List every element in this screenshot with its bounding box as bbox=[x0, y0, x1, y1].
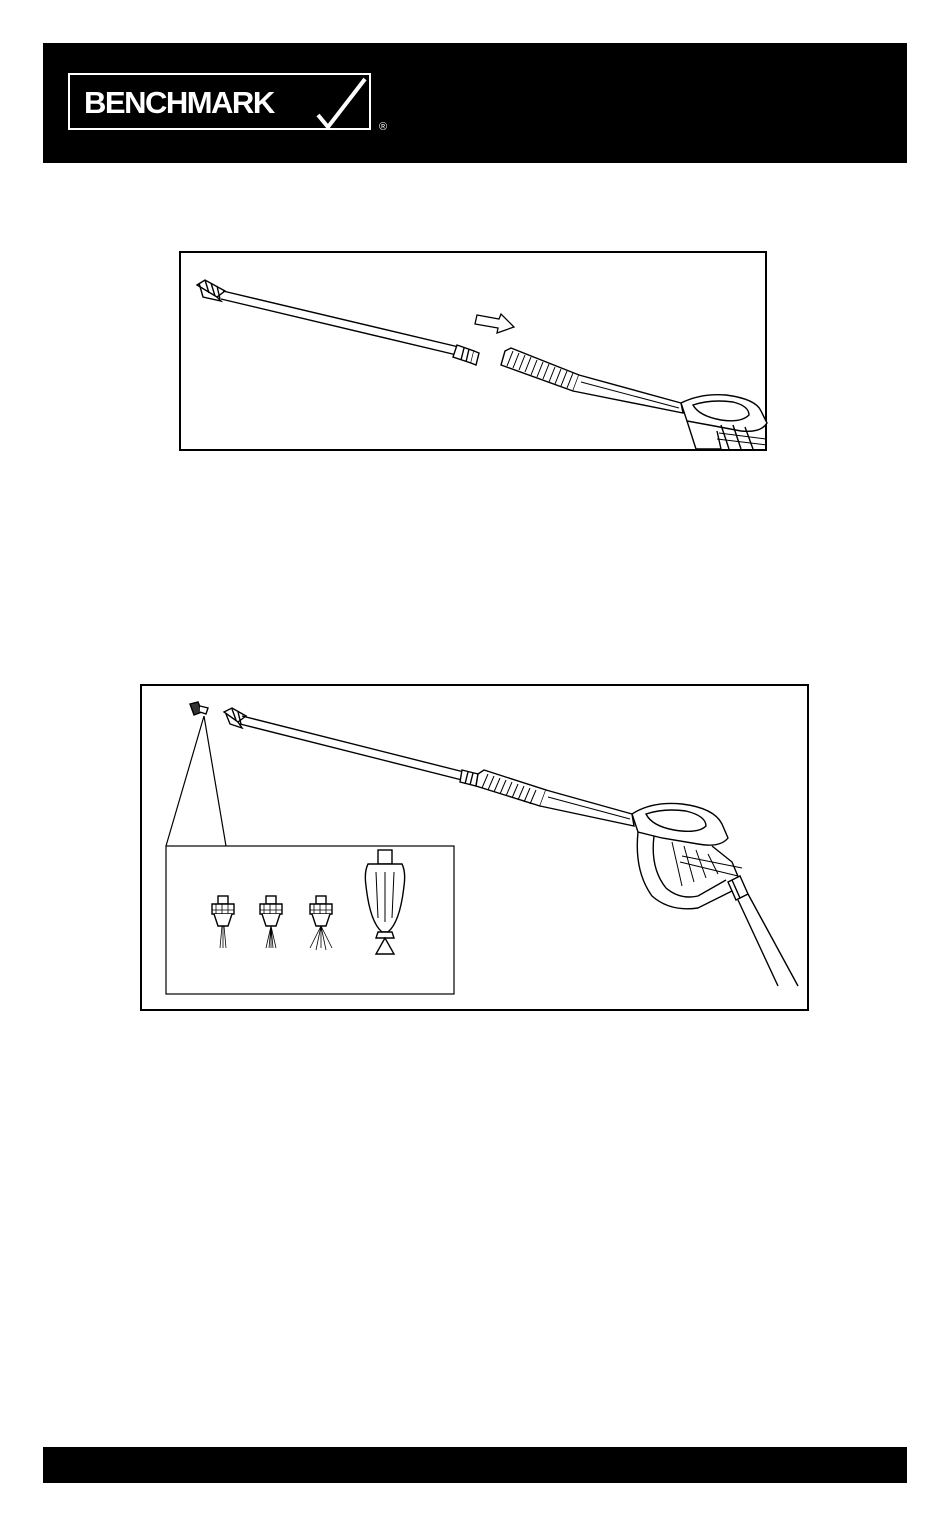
nozzle-tip-icon-15deg bbox=[260, 896, 282, 948]
registered-mark: ® bbox=[379, 121, 388, 133]
gun-barrel-grip bbox=[476, 770, 748, 909]
brand-logo bbox=[68, 73, 371, 130]
header-bar bbox=[43, 43, 907, 163]
brand-name: BENCHMARK bbox=[84, 85, 274, 120]
wand-coupling bbox=[453, 345, 479, 365]
figure-nozzle-selection bbox=[140, 684, 809, 1011]
wand-tip-fitting bbox=[197, 280, 225, 301]
nozzle-tip-icon-40deg bbox=[310, 896, 332, 950]
gun-barrel-grip bbox=[501, 348, 767, 449]
turbo-nozzle-icon bbox=[365, 850, 404, 954]
arrow-right-icon bbox=[475, 314, 514, 333]
nozzle-tip-icon bbox=[190, 702, 208, 715]
footer-bar bbox=[43, 1447, 907, 1483]
figure-wand-attachment bbox=[179, 251, 767, 451]
wand-attachment-illustration bbox=[181, 253, 769, 453]
nozzle-selection-illustration bbox=[142, 686, 811, 1013]
checkmark-icon bbox=[70, 75, 373, 132]
nozzle-tip-icon-0deg bbox=[212, 896, 234, 948]
